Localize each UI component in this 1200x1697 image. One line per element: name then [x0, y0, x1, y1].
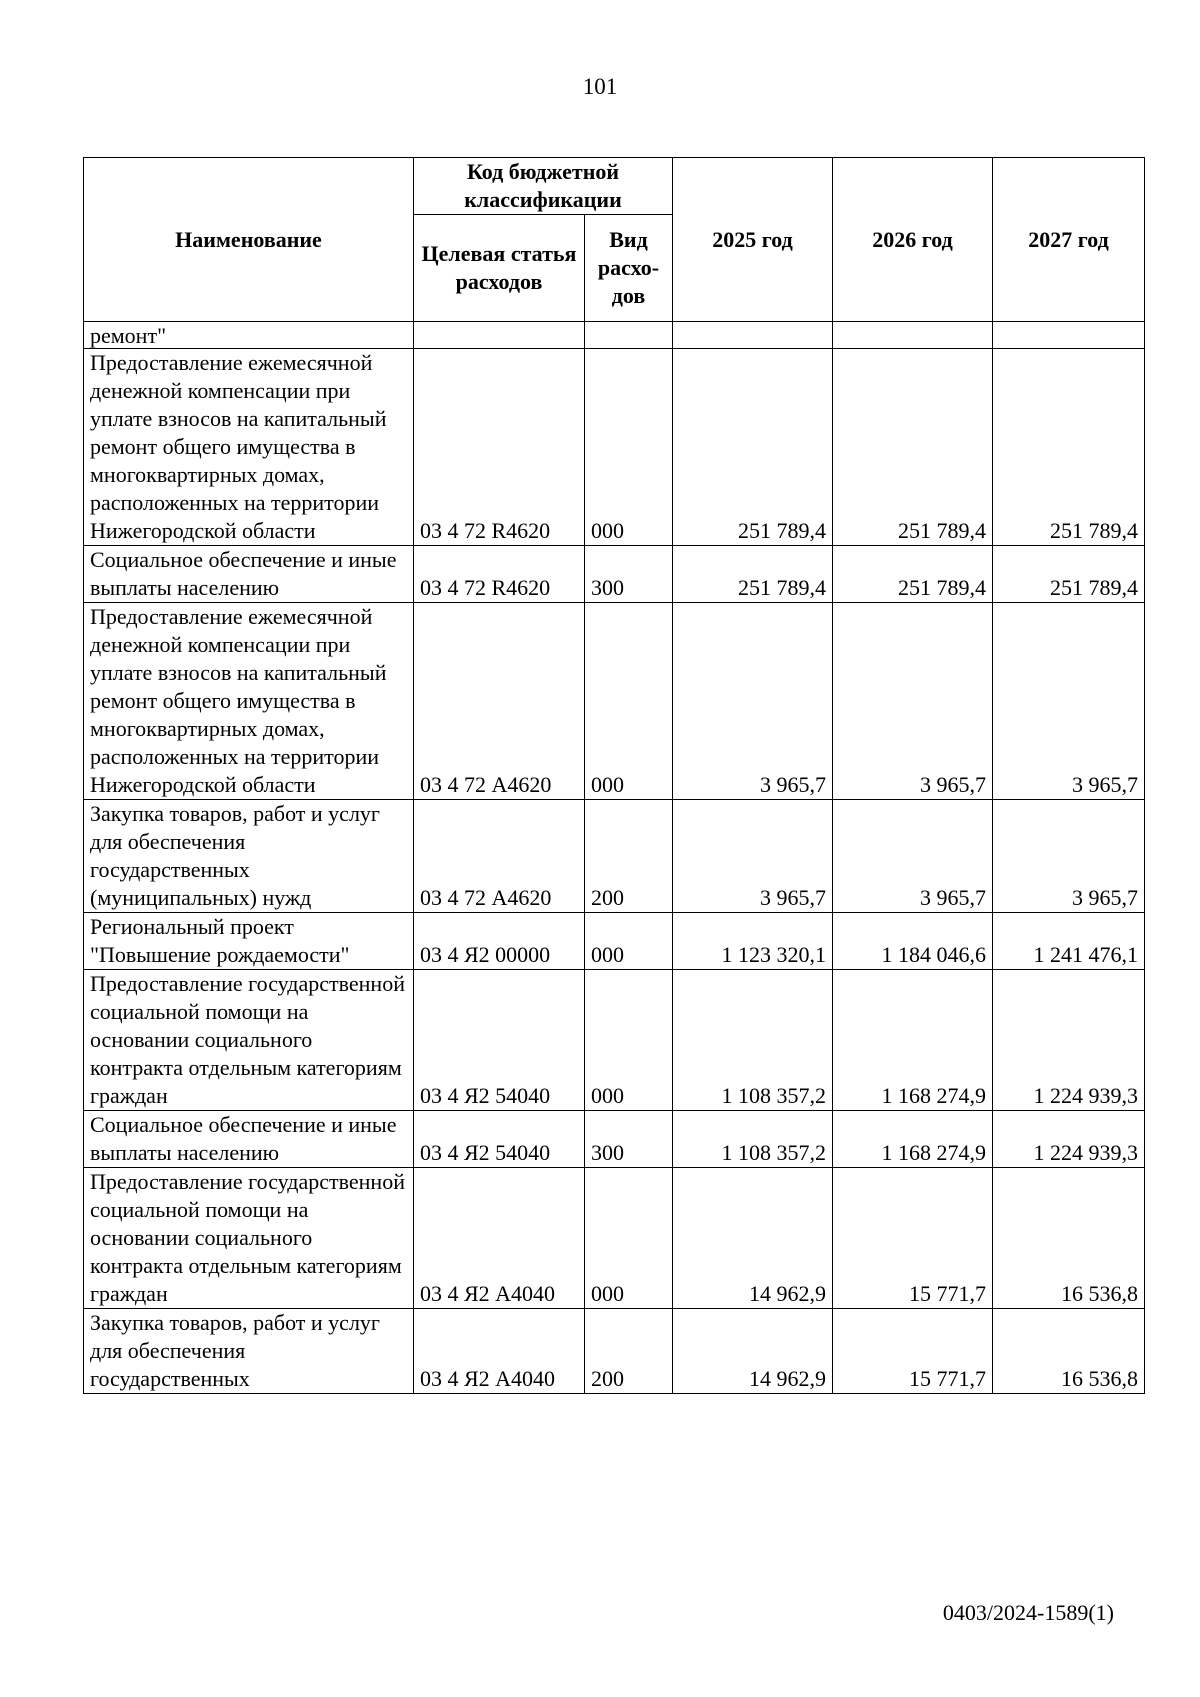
row-value-2027: [993, 322, 1145, 349]
row-expense-kind: [585, 322, 673, 349]
row-value-2026: [833, 322, 993, 349]
table-row: [84, 1309, 1145, 1394]
header-expense-kind: Вид расхо-дов: [585, 215, 673, 322]
header-target-article: Целевая статья расходов: [414, 215, 585, 322]
row-value-2027: 16 536,8: [993, 1309, 1145, 1394]
row-target-code: 03 4 Я2 00000: [414, 913, 585, 970]
row-value-2025: [673, 322, 833, 349]
row-expense-kind: 000: [585, 913, 673, 970]
row-name: Предоставление ежемесячной денежной компенсации при уплате взносов на капитальный ремонт общего имущества в многоквартирных домах, расположенных на территории Нижегородской области: [84, 349, 414, 546]
row-target-code: 03 4 72 R4620: [414, 546, 585, 603]
row-value-2025: 1 108 357,2: [673, 1111, 833, 1168]
row-value-2025: 1 108 357,2: [673, 970, 833, 1111]
budget-table: [83, 157, 1145, 1394]
row-expense-kind: 300: [585, 1111, 673, 1168]
table-body: [84, 322, 1145, 1394]
row-value-2026: 15 771,7: [833, 1168, 993, 1309]
row-value-2025: 251 789,4: [673, 349, 833, 546]
row-target-code: 03 4 72 А4620: [414, 603, 585, 800]
row-name: ремонт": [84, 322, 414, 349]
header-year-2025: 2025 год: [673, 158, 833, 322]
row-value-2026: 251 789,4: [833, 349, 993, 546]
row-value-2027: 3 965,7: [993, 800, 1145, 913]
row-value-2027: 16 536,8: [993, 1168, 1145, 1309]
page-number: 101: [582, 74, 618, 99]
header-classification-group: Код бюджетной классификации: [414, 158, 673, 215]
row-value-2025: 14 962,9: [673, 1168, 833, 1309]
header-name: Наименование: [84, 158, 414, 322]
row-value-2027: 251 789,4: [993, 546, 1145, 603]
row-value-2026: 1 184 046,6: [833, 913, 993, 970]
row-expense-kind: 300: [585, 546, 673, 603]
row-target-code: [414, 322, 585, 349]
table-row: [84, 800, 1145, 913]
table-row: [84, 322, 1145, 349]
document-code: 0403/2024-1589(1): [942, 1600, 1114, 1625]
row-value-2026: 3 965,7: [833, 800, 993, 913]
row-expense-kind: 200: [585, 800, 673, 913]
row-expense-kind: 000: [585, 603, 673, 800]
table-row: [84, 1168, 1145, 1309]
row-value-2027: 1 224 939,3: [993, 1111, 1145, 1168]
row-target-code: 03 4 Я2 А4040: [414, 1168, 585, 1309]
row-value-2026: 15 771,7: [833, 1309, 993, 1394]
row-name: Социальное обеспечение и иные выплаты населению: [84, 1111, 414, 1168]
row-expense-kind: 200: [585, 1309, 673, 1394]
row-value-2027: 251 789,4: [993, 349, 1145, 546]
row-target-code: 03 4 Я2 А4040: [414, 1309, 585, 1394]
row-name: Предоставление государственной социальной помощи на основании социального контракта отдельным категориям граждан: [84, 970, 414, 1111]
table-row: [84, 349, 1145, 546]
row-name: Региональный проект "Повышение рождаемости": [84, 913, 414, 970]
table-row: [84, 913, 1145, 970]
row-value-2026: 3 965,7: [833, 603, 993, 800]
row-target-code: 03 4 Я2 54040: [414, 970, 585, 1111]
row-value-2025: 251 789,4: [673, 546, 833, 603]
row-expense-kind: 000: [585, 1168, 673, 1309]
table-row: [84, 1111, 1145, 1168]
row-value-2026: 251 789,4: [833, 546, 993, 603]
row-name: Предоставление государственной социальной помощи на основании социального контракта отдельным категориям граждан: [84, 1168, 414, 1309]
row-name: Социальное обеспечение и иные выплаты населению: [84, 546, 414, 603]
row-value-2025: 3 965,7: [673, 800, 833, 913]
row-target-code: 03 4 72 А4620: [414, 800, 585, 913]
row-target-code: 03 4 Я2 54040: [414, 1111, 585, 1168]
table-row: [84, 970, 1145, 1111]
row-name: Предоставление ежемесячной денежной компенсации при уплате взносов на капитальный ремонт общего имущества в многоквартирных домах, расположенных на территории Нижегородской области: [84, 603, 414, 800]
row-expense-kind: 000: [585, 970, 673, 1111]
row-value-2025: 14 962,9: [673, 1309, 833, 1394]
table-row: [84, 546, 1145, 603]
row-value-2027: 1 224 939,3: [993, 970, 1145, 1111]
header-year-2026: 2026 год: [833, 158, 993, 322]
row-value-2025: 3 965,7: [673, 603, 833, 800]
row-name: Закупка товаров, работ и услуг для обеспечения государственных: [84, 1309, 414, 1394]
row-value-2026: 1 168 274,9: [833, 1111, 993, 1168]
row-expense-kind: 000: [585, 349, 673, 546]
row-value-2025: 1 123 320,1: [673, 913, 833, 970]
row-name: Закупка товаров, работ и услуг для обеспечения государственных (муниципальных) нужд: [84, 800, 414, 913]
row-target-code: 03 4 72 R4620: [414, 349, 585, 546]
row-value-2026: 1 168 274,9: [833, 970, 993, 1111]
row-value-2027: 1 241 476,1: [993, 913, 1145, 970]
table-row: [84, 603, 1145, 800]
header-year-2027: 2027 год: [993, 158, 1145, 322]
row-value-2027: 3 965,7: [993, 603, 1145, 800]
table-header: [84, 158, 1145, 322]
